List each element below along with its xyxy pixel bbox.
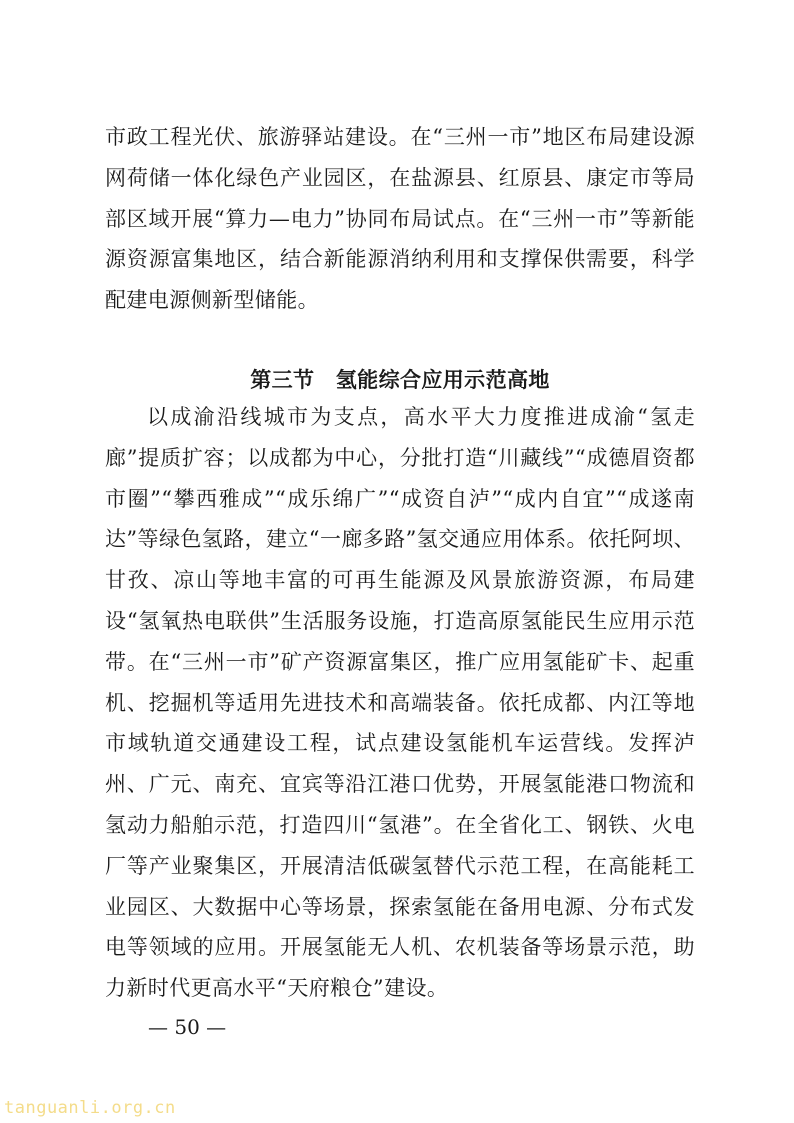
body-paragraph-continued: 市政工程光伏、旅游驿站建设。在“三州一市”地区布局建设源网荷储一体化绿色产业园区，在盐源县、红原县、康定市等局部区域开展“算力—电力”协同布局试点。在“三州一市”等新能源资源富集地区，结合新能源消纳利用和支撑保供需要，科学配建电源侧新型储能。 bbox=[105, 125, 695, 313]
watermark-text: tanguanli.org.cn bbox=[4, 1098, 176, 1118]
page-number: — 50 — bbox=[148, 1015, 227, 1039]
body-paragraph: 以成渝沿线城市为支点，高水平大力度推进成渝“氢走廊”提质扩容；以成都为中心，分批打造“川藏线”“成德眉资都市圈”“攀西雅成”“成乐绵广”“成资自泸”“成内自宜”“成遂南达”等绿色氢路，建立“一廊多路”氢交通应用体系。依托阿坝、甘孜、凉山等地丰富的可再生能源及风景旅游资源，布局建设“氢氧热电联供”生活服务设施，打造高原氢能民生应用示范带。在“三州一市”矿产资源富集区，推广应用氢能矿卡、起重机、挖掘机等适用先进技术和高端装备。依托成都、内江等地市域轨道交通建设工程，试点建设氢能机车运营线。发挥泸州、广元、南充、宜宾等沿江港口优势，开展氢能港口物流和氢动力船舶示范，打造四川“氢港”。在全省化工、钢铁、火电厂等产业聚集区，开展清洁低碳氢替代示范工程，在高能耗工业园区、大数据中心等场景，探索氢能在备用电源、分布式发电等领域的应用。开展氢能无人机、农机装备等场景示范，助力新时代更高水平“天府粮仓”建设。 bbox=[105, 405, 695, 1001]
section-heading: 第三节 氢能综合应用示范高地 bbox=[250, 368, 550, 392]
